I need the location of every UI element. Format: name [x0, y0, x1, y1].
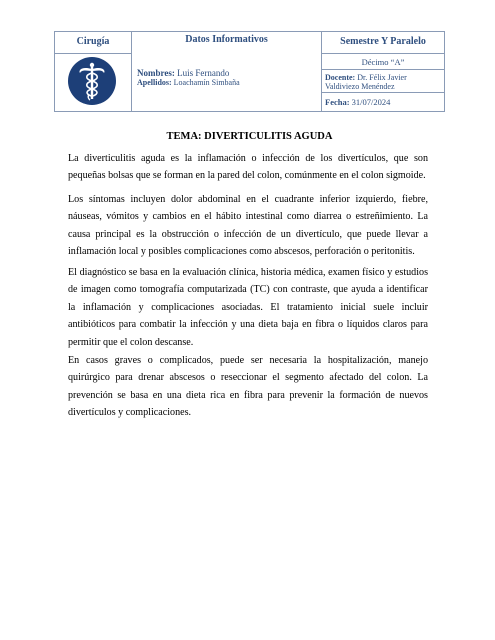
paragraph-4: En casos graves o complicados, puede ser necesaria la hospitalización, manejo quirúrgico para drenar abscesos o reseccionar el segmento afectado del colon. La prevención se basa en una dieta rica en fibra para prevenir la formación de nuevos divertículos y complicaciones. — [68, 355, 428, 419]
document-title — [54, 131, 445, 142]
title-label: TEMA — [166, 131, 199, 142]
header-table — [54, 31, 445, 112]
docente-divider — [321, 92, 444, 93]
fecha-line — [325, 97, 390, 107]
nombres-label: Nombres: — [137, 68, 175, 78]
apellidos-value: Loachamín Simbaña — [173, 78, 240, 87]
caduceus-icon — [68, 57, 116, 105]
row-divider-right — [321, 53, 444, 54]
docente-label: Docente: — [325, 73, 356, 82]
fecha-label: Fecha: — [325, 97, 350, 107]
paragraph-1: La diverticulitis aguda es la inflamación o infección de los divertículos, que son pequeñas bolsas que se forman en la pared del colon, comúnmente en el colon sigmoide. — [68, 153, 428, 182]
col-cirugia-header: Cirugía — [76, 36, 110, 47]
apellidos-label: Apellidos: — [137, 78, 172, 87]
apellidos-line — [137, 78, 240, 87]
semester-value: Décimo “A” — [361, 57, 405, 67]
docente-value-1: Dr. Félix Javier — [357, 73, 407, 82]
semester-divider — [321, 69, 444, 70]
fecha-value: 31/07/2024 — [351, 97, 391, 107]
title-text: : DIVERTICULITIS AGUDA — [198, 131, 333, 142]
nombres-line — [137, 68, 229, 78]
col-semestre-header: Semestre Y Paralelo — [340, 36, 426, 47]
paragraph-3: El diagnóstico se basa en la evaluación clínica, historia médica, examen físico y estudios de imagen como tomografía computarizada (TC) con contraste, que ayuda a identificar la inflamación y complicaciones asociadas. El tratamiento inicial suele incluir antibióticos para combatir la infección y una dieta baja en fibra o líquidos claros para permitir que el colon descanse. — [68, 267, 428, 348]
faculty-logo — [68, 57, 116, 105]
nombres-value: Luis Fernando — [177, 68, 230, 78]
paragraph-2: Los síntomas incluyen dolor abdominal en el cuadrante inferior izquierdo, fiebre, náuseas, vómitos y cambios en el hábito intestinal como diarrea o estreñimiento. La causa principal es la obstrucción o infección de un divertículo, que puede llevar a inflamación local y posibles complicaciones como abscesos, perforación o peritonitis. — [68, 194, 428, 258]
docente-value-2: Valdiviezo Menéndez — [325, 82, 395, 91]
row-divider-left — [55, 53, 131, 54]
docente-block — [325, 73, 443, 91]
col-datos-header: Datos Informativos — [185, 34, 268, 45]
